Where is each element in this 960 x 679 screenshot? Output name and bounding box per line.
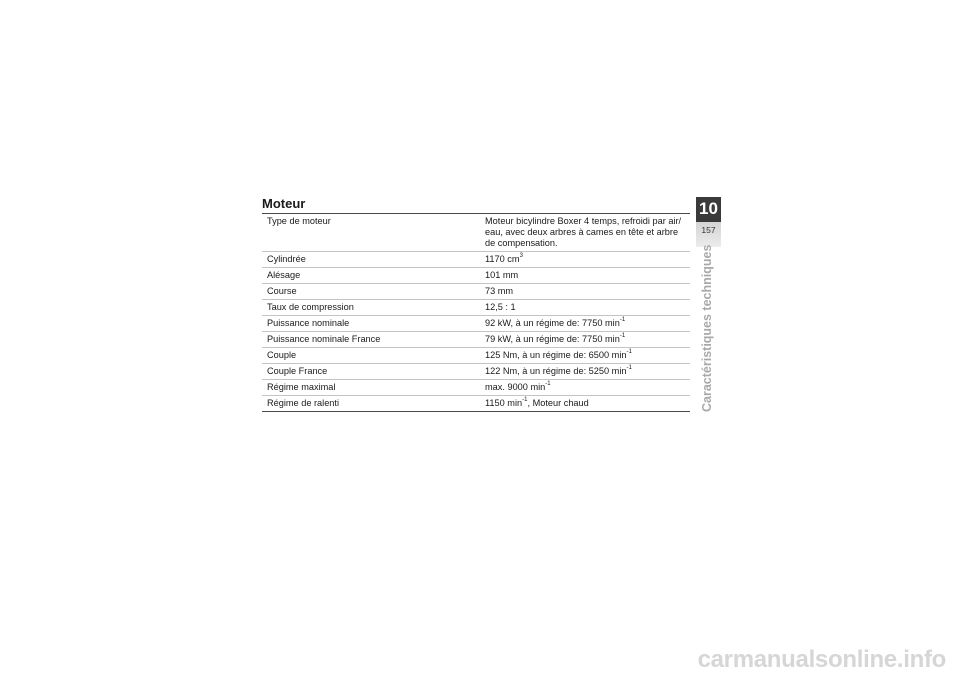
spec-value: 92 kW, à un régime de: 7750 min [485,318,620,328]
spec-value-cell [477,252,690,268]
spec-value: 73 mm [485,286,514,296]
spec-value: 1170 cm [485,254,520,264]
spec-value-cell [477,284,690,300]
spec-row [262,348,690,364]
spec-unit-exponent: 3 [519,252,523,259]
specs-table-body [262,214,690,412]
spec-value-suffix: , Moteur chaud [527,398,589,408]
spec-value: Moteur bicylindre Boxer 4 temps, refroidi par air/ eau, avec deux arbres à cames en tête et arbre de compensation. [485,216,682,248]
spec-value: max. 9000 min [485,382,546,392]
chapter-number: 10 [699,199,718,218]
spec-value-cell [477,396,690,412]
spec-label: Puissance nominale France [267,334,381,344]
spec-value-cell [477,300,690,316]
spec-value: 1150 min [485,398,523,408]
spec-label: Type de moteur [267,216,331,226]
spec-value-cell [477,332,690,348]
section-title: Moteur [262,196,306,211]
spec-row [262,252,690,268]
spec-unit-exponent: -1 [626,348,632,355]
specs-table [262,213,690,412]
spec-value: 12,5 : 1 [485,302,516,312]
spec-value-cell [477,348,690,364]
spec-value-cell [477,316,690,332]
spec-label: Couple France [267,366,328,376]
spec-label: Régime maximal [267,382,336,392]
spec-row [262,214,690,252]
chapter-title-vertical: Caractéristiques techniques [700,244,714,412]
spec-value: 101 mm [485,270,519,280]
spec-value: 125 Nm, à un régime de: 6500 min [485,350,627,360]
watermark: carmanualsonline.info [697,646,946,673]
spec-unit-exponent: -1 [619,316,626,323]
spec-row [262,332,690,348]
spec-row [262,268,690,284]
spec-label: Régime de ralenti [267,398,340,408]
spec-unit-exponent: -1 [619,332,626,339]
spec-value: 79 kW, à un régime de: 7750 min [485,334,620,344]
spec-row [262,364,690,380]
spec-label: Taux de compression [267,302,354,312]
spec-unit-exponent: -1 [545,380,551,387]
spec-value-cell [477,364,690,380]
spec-row [262,380,690,396]
spec-label: Puissance nominale [267,318,350,328]
spec-unit-exponent: -1 [626,364,632,371]
spec-label: Alésage [267,270,301,280]
spec-row [262,396,690,412]
spec-value-cell [477,214,690,252]
spec-label: Course [267,286,297,296]
spec-value-cell [477,268,690,284]
chapter-tab [696,197,721,247]
spec-row [262,284,690,300]
spec-row [262,316,690,332]
page-number: 157 [701,225,716,235]
spec-row [262,300,690,316]
spec-value: 122 Nm, à un régime de: 5250 min [485,366,627,376]
spec-label: Cylindrée [267,254,306,264]
spec-label: Couple [267,350,297,360]
spec-unit-exponent: -1 [522,396,528,403]
spec-value-cell [477,380,690,396]
